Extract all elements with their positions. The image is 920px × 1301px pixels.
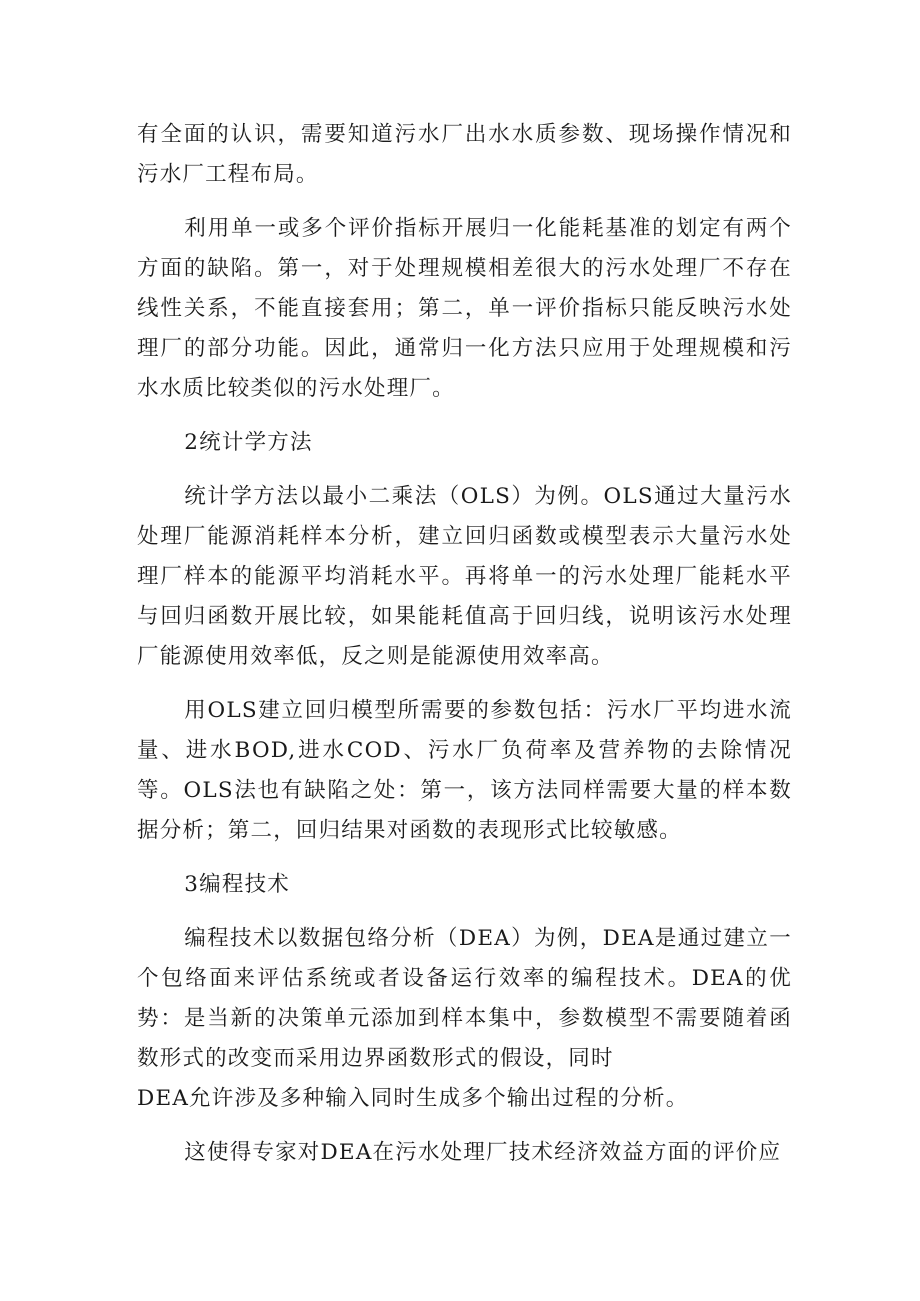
paragraph-continuation: 有全面的认识，需要知道污水厂出水水质参数、现场操作情况和污水厂工程布局。 [137,122,792,187]
section-heading-programming: 3编程技术 [184,872,290,897]
paragraph-ols-method: 统计学方法以最小二乘法（OLS）为例。OLS通过大量污水处理厂能源消耗样本分析，建立回归函数或模型表示大量污水处理厂样本的能源平均消耗水平。再将单一的污水处理厂能耗水平与回归函数开展比较，如果能耗值高于回归线，说明该污水处理厂能源使用效率低，反之则是能源使用效率高。 [137,484,792,669]
paragraph-dea-evaluation: 这使得专家对DEA在污水处理厂技术经济效益方面的评价应 [184,1140,782,1165]
paragraph-dea-multi-io: DEA允许涉及多种输入同时生成多个输出过程的分析。 [137,1086,689,1111]
paragraph-dea-method: 编程技术以数据包络分析（DEA）为例，DEA是通过建立一个包络面来评估系统或者设备运行效率的编程技术。DEA的优势：是当新的决策单元添加到样本集中，参数模型不需要随着函数形式的改变而采用边界函数形式的假设，同时 [137,926,792,1071]
paragraph-normalization-drawbacks: 利用单一或多个评价指标开展归一化能耗基准的划定有两个方面的缺陷。第一，对于处理规模相差很大的污水处理厂不存在线性关系，不能直接套用；第二，单一评价指标只能反映污水处理厂的部分功能。因此，通常归一化方法只应用于处理规模和污水水质比较类似的污水处理厂。 [137,216,792,401]
section-heading-statistics: 2统计学方法 [184,430,313,455]
paragraph-ols-parameters: 用OLS建立回归模型所需要的参数包括：污水厂平均进水流量、进水BOD,进水COD、污水厂负荷率及营养物的去除情况等。OLS法也有缺陷之处：第一，该方法同样需要大量的样本数据分析；第二，回归结果对函数的表现形式比较敏感。 [137,698,792,843]
document-body [137,115,792,1187]
